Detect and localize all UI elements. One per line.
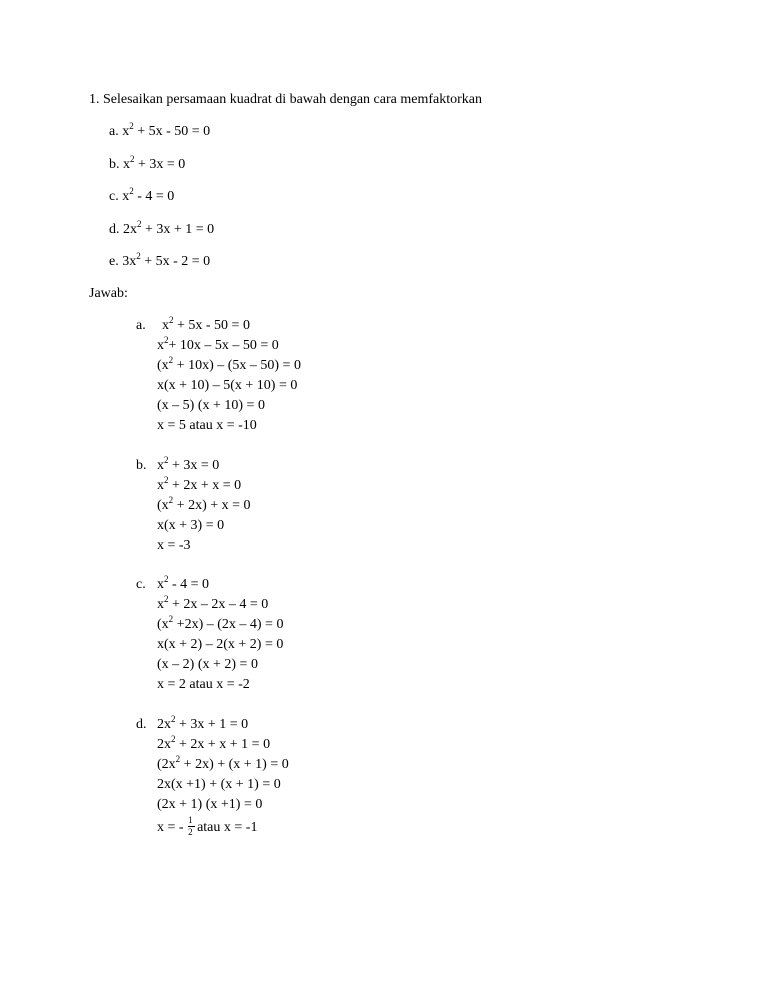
answer-b-step: $x^2 + 3x = 0$ xyxy=(157,455,220,473)
answer-c-step: $x^2 - 4 = 0$ xyxy=(157,574,210,592)
answer-d-step: (2x + 1) (x +1) = 0 xyxy=(157,797,263,812)
answer-a-step: $x^2+ 10x - 5x - 50 = 0$ xyxy=(157,335,279,353)
question-item-a: a. $x^2 + 5x - 50 = 0$ xyxy=(109,121,211,139)
answer-c-step: (x – 2) (x + 2) = 0 xyxy=(157,657,258,672)
answer-b-label: b. xyxy=(136,458,147,473)
answer-a-step: $(x^2 + 10x) - (5x - 50) = 0$ xyxy=(157,355,301,373)
answer-c-step: $x^2 + 2x - 2x - 4 = 0$ xyxy=(157,594,269,612)
answer-b-result: x = -3 xyxy=(157,538,191,553)
answer-d-step: $(2x^2 + 2x) + (x + 1) = 0$ xyxy=(157,754,289,772)
answer-b-step: $(x^2 + 2x) + x = 0$ xyxy=(157,495,251,513)
question-item-c: c. $x^2 - 4 = 0$ xyxy=(109,186,175,204)
question-item-b: b. $x^2 + 3x = 0$ xyxy=(109,154,186,172)
answer-d-label: d. xyxy=(136,717,147,732)
answer-a-step: x(x + 10) – 5(x + 10) = 0 xyxy=(157,378,298,393)
answer-d-step: $2x^2 + 2x + x + 1 = 0$ xyxy=(157,734,271,752)
answer-d-step: 2x(x +1) + (x + 1) = 0 xyxy=(157,777,281,792)
answer-heading: Jawab: xyxy=(89,286,128,301)
answer-d-result: x = - $\frac{1}{2}$ atau x = -1 xyxy=(157,815,258,837)
answer-d-step: $2x^2 + 3x + 1 = 0$ xyxy=(157,714,249,732)
fraction: $\frac{1}{2}$ xyxy=(187,820,197,836)
answer-a-label: a. xyxy=(136,318,146,333)
answer-c-step: $(x^2 +2x) - (2x - 4) = 0$ xyxy=(157,614,284,632)
answer-a-step: (x – 5) (x + 10) = 0 xyxy=(157,398,265,413)
answer-c-result: x = 2 atau x = -2 xyxy=(157,677,250,692)
answer-c-label: c. xyxy=(136,577,146,592)
question-item-d: d. $2x^2 + 3x + 1 = 0$ xyxy=(109,219,215,237)
answer-c-step: x(x + 2) – 2(x + 2) = 0 xyxy=(157,637,284,652)
answer-b-step: $x^2 + 2x + x = 0$ xyxy=(157,475,242,493)
answer-b-step: x(x + 3) = 0 xyxy=(157,518,225,533)
answer-a-step: $x^2 + 5x - 50 = 0$ xyxy=(162,315,250,333)
answer-a-result: x = 5 atau x = -10 xyxy=(157,418,257,433)
question-text: 1. Selesaikan persamaan kuadrat di bawah dengan cara memfaktorkan xyxy=(89,92,482,107)
question-item-e: e. $3x^2 + 5x - 2 = 0$ xyxy=(109,251,211,269)
